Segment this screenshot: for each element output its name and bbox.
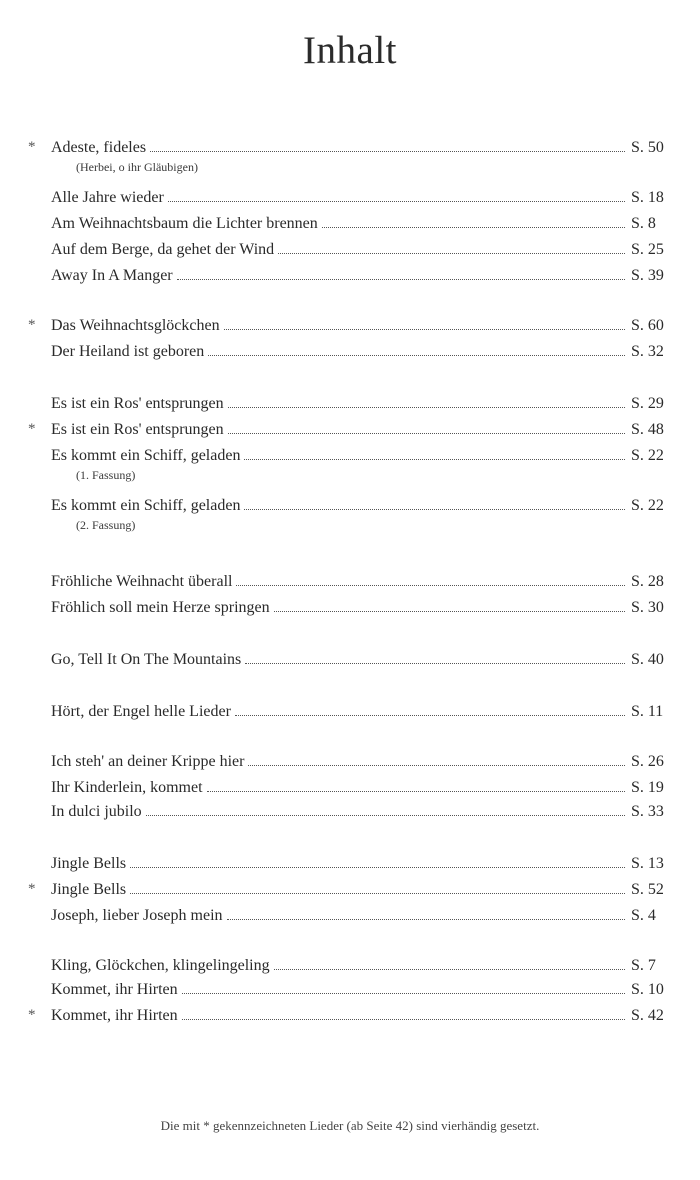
toc-entry: [0, 854, 700, 880]
toc-entry-title-row: [51, 778, 625, 798]
dot-leader: [278, 252, 625, 254]
toc-entry: [0, 342, 700, 368]
toc-entry-title-row: [51, 752, 625, 772]
page-number: S. 22: [631, 447, 664, 464]
toc-entry: [0, 496, 700, 532]
dot-leader: [228, 432, 625, 434]
song-title: Das Weihnachtsglöckchen: [51, 317, 220, 334]
toc-entry-title-row: [51, 266, 625, 286]
toc-entry-title-row: [51, 316, 625, 336]
page-number: S. 13: [631, 855, 664, 872]
dot-leader: [177, 278, 625, 280]
song-title: Es ist ein Ros' entsprungen: [51, 421, 224, 438]
toc-entry: [0, 138, 700, 174]
toc-entry-title-row: [51, 214, 625, 234]
song-title: Es ist ein Ros' entsprungen: [51, 395, 224, 412]
song-title: Kommet, ihr Hirten: [51, 981, 178, 998]
dot-leader: [245, 662, 625, 664]
song-subtitle: (Herbei, o ihr Gläubigen): [76, 160, 198, 174]
dot-leader: [228, 406, 625, 408]
toc-entry: [0, 214, 700, 240]
song-title: Go, Tell It On The Mountains: [51, 651, 242, 668]
four-hands-marker: *: [28, 317, 36, 333]
toc-entry: [0, 394, 700, 420]
page-title: Inhalt: [303, 29, 397, 72]
song-subtitle: (1. Fassung): [76, 468, 136, 482]
toc-entry: [0, 906, 700, 932]
dot-leader: [235, 714, 625, 716]
dot-leader: [274, 610, 625, 612]
toc-entry: [0, 752, 700, 778]
toc-entry: [0, 956, 700, 982]
toc-entry: [0, 420, 700, 446]
song-title: Ihr Kinderlein, kommet: [51, 779, 203, 796]
toc-entry-title-row: [51, 702, 625, 722]
page-number: S. 11: [631, 703, 664, 720]
dot-leader: [150, 150, 625, 152]
song-title: Joseph, lieber Joseph mein: [51, 907, 223, 924]
dot-leader: [244, 458, 625, 460]
dot-leader: [274, 968, 625, 970]
song-title: Jingle Bells: [51, 881, 127, 898]
page-number: S. 28: [631, 573, 664, 590]
page-number: S. 60: [631, 317, 664, 334]
toc-entry: [0, 650, 700, 676]
dot-leader: [207, 790, 625, 792]
song-title: Kommet, ihr Hirten: [51, 1007, 178, 1024]
toc-entry: [0, 572, 700, 598]
page-number: S. 25: [631, 241, 664, 258]
toc-entry: [0, 778, 700, 804]
dot-leader: [208, 354, 625, 356]
song-title: Alle Jahre wieder: [51, 189, 164, 206]
page-number: S. 18: [631, 189, 664, 206]
page-number: S. 19: [631, 779, 664, 796]
toc-entry-title-row: [51, 880, 625, 900]
dot-leader: [130, 892, 625, 894]
page-number: S. 30: [631, 599, 664, 616]
toc-entry: [0, 980, 700, 1006]
song-title: In dulci jubilo: [51, 803, 142, 820]
dot-leader: [236, 584, 625, 586]
dot-leader: [322, 226, 625, 228]
song-title: Auf dem Berge, da gehet der Wind: [51, 241, 275, 258]
song-title: Es kommt ein Schiff, geladen: [51, 497, 241, 514]
page-number: S. 7: [631, 957, 656, 974]
footnote: Die mit * gekennzeichneten Lieder (ab Seite 42) sind vierhändig gesetzt.: [160, 1118, 540, 1133]
page-number: S. 29: [631, 395, 664, 412]
toc-entry: [0, 446, 700, 482]
dot-leader: [146, 814, 625, 816]
toc-entry: [0, 702, 700, 728]
toc-entry-title-row: [51, 802, 625, 822]
toc-entry: [0, 1006, 700, 1032]
toc-entry-title-row: [51, 240, 625, 260]
song-title: Hört, der Engel helle Lieder: [51, 703, 231, 720]
song-title: Am Weihnachtsbaum die Lichter brennen: [51, 215, 318, 232]
dot-leader: [182, 1018, 625, 1020]
toc-entry: [0, 880, 700, 906]
toc-entry-title-row: [51, 854, 625, 874]
dot-leader: [224, 328, 625, 330]
toc-entry-title-row: [51, 956, 625, 976]
page-number: S. 50: [631, 139, 664, 156]
page-number: S. 32: [631, 343, 664, 360]
page-number: S. 22: [631, 497, 664, 514]
song-title: Fröhlich soll mein Herze springen: [51, 599, 270, 616]
song-title: Adeste, fideles: [51, 139, 147, 156]
page-number: S. 33: [631, 803, 664, 820]
four-hands-marker: *: [28, 139, 36, 155]
dot-leader: [227, 918, 625, 920]
toc-entry-title-row: [51, 650, 625, 670]
song-title: Fröhliche Weihnacht überall: [51, 573, 233, 590]
toc-entry-title-row: [51, 572, 625, 592]
toc-entry: [0, 802, 700, 828]
toc-entry-title-row: [51, 496, 625, 516]
dot-leader: [168, 200, 625, 202]
four-hands-marker: *: [28, 881, 36, 897]
toc-entry-title-row: [51, 906, 625, 926]
page-number: S. 8: [631, 215, 656, 232]
song-subtitle: (2. Fassung): [76, 518, 136, 532]
toc-entry-title-row: [51, 342, 625, 362]
toc-entry-title-row: [51, 394, 625, 414]
toc-entry-title-row: [51, 138, 625, 158]
four-hands-marker: *: [28, 421, 36, 437]
toc-entry-title-row: [51, 446, 625, 466]
toc-entry: [0, 188, 700, 214]
dot-leader: [182, 992, 625, 994]
page-number: S. 26: [631, 753, 664, 770]
dot-leader: [248, 764, 625, 766]
song-title: Kling, Glöckchen, klingelingeling: [51, 957, 270, 974]
toc-entry-title-row: [51, 1006, 625, 1026]
toc-entry-title-row: [51, 980, 625, 1000]
page-number: S. 39: [631, 267, 664, 284]
page-number: S. 4: [631, 907, 656, 924]
song-title: Der Heiland ist geboren: [51, 343, 205, 360]
toc-entry: [0, 598, 700, 624]
song-title: Ich steh' an deiner Krippe hier: [51, 753, 245, 770]
toc-entry: [0, 266, 700, 292]
four-hands-marker: *: [28, 1007, 36, 1023]
dot-leader: [130, 866, 625, 868]
page-number: S. 40: [631, 651, 664, 668]
song-title: Away In A Manger: [51, 267, 173, 284]
toc-entry: [0, 316, 700, 342]
page-number: S. 52: [631, 881, 664, 898]
toc-entry-title-row: [51, 420, 625, 440]
toc-entry-title-row: [51, 598, 625, 618]
song-title: Es kommt ein Schiff, geladen: [51, 447, 241, 464]
dot-leader: [244, 508, 625, 510]
page-number: S. 48: [631, 421, 664, 438]
toc-entry: [0, 240, 700, 266]
page-number: S. 42: [631, 1007, 664, 1024]
page-number: S. 10: [631, 981, 664, 998]
song-title: Jingle Bells: [51, 855, 127, 872]
toc-entry-title-row: [51, 188, 625, 208]
